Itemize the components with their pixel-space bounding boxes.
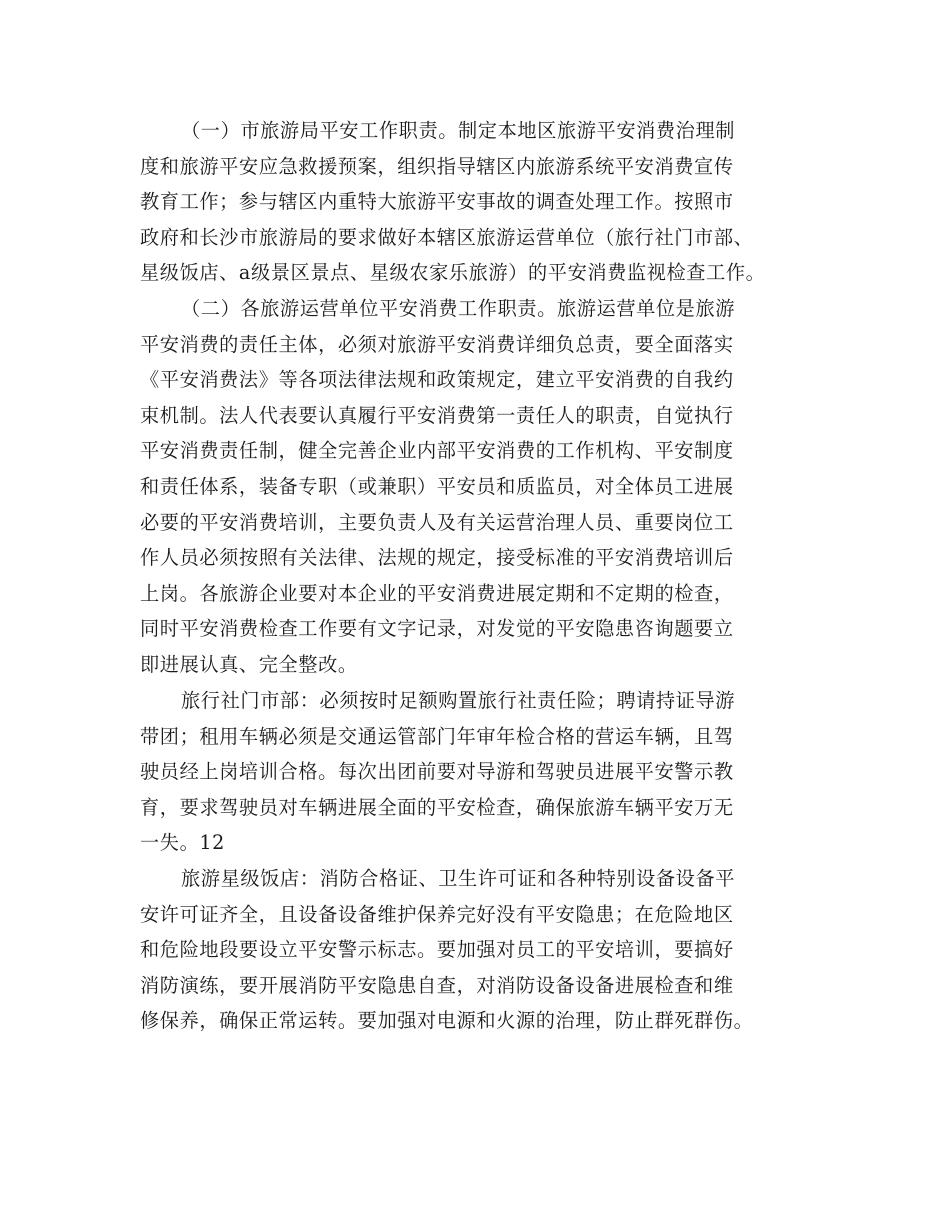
paragraph-operating-units-duties: [140, 291, 830, 683]
text-line: 一失。12: [140, 831, 225, 855]
text-line: 上岗。各旅游企业要对本企业的平安消费进展定期和不定期的检查，: [140, 581, 734, 605]
text-line: 和危险地段要设立平安警示标志。要加强对员工的平安培训，要搞好: [140, 938, 734, 962]
text-line: 束机制。法人代表要认真履行平安消费第一责任人的职责，自觉执行: [140, 403, 734, 427]
text-line: 育，要求驾驶员对车辆进展全面的平安检查，确保旅游车辆平安万无: [140, 795, 734, 819]
text-line: （一）市旅游局平安工作职责。制定本地区旅游平安消费治理制: [181, 119, 736, 142]
text-line: 星级饭店、a级景区景点、星级农家乐旅游）的平安消费监视检查工作。: [140, 261, 766, 285]
text-line: 和责任体系，装备专职（或兼职）平安员和质监员，对全体员工进展: [140, 474, 734, 498]
text-line: 作人员必须按照有关法律、法规的规定，接受标准的平安消费培训后: [140, 546, 734, 570]
text-line: 平安消费的责任主体，必须对旅游平安消费详细负总责，要全面落实: [140, 332, 734, 356]
text-line: 即进展认真、完全整改。: [140, 652, 358, 676]
text-line: 带团；租用车辆必须是交通运管部门年审年检合格的营运车辆，且驾: [140, 724, 734, 748]
text-line: 政府和长沙市旅游局的要求做好本辖区旅游运营单位（旅行社门市部、: [140, 225, 754, 249]
text-line: 修保养，确保正常运转。要加强对电源和火源的治理，防止群死群伤。: [140, 1009, 754, 1033]
text-line: 消防演练，要开展消防平安隐患自查，对消防设备设备进展检查和维: [140, 973, 734, 997]
paragraph-city-tourism-bureau-duties: [140, 113, 830, 291]
text-line: 教育工作；参与辖区内重特大旅游平安事故的调查处理工作。按照市: [140, 190, 734, 214]
text-line: 旅游星级饭店：消防合格证、卫生许可证和各种特别设备设备平: [181, 867, 736, 890]
text-line: 《平安消费法》等各项法律法规和政策规定，建立平安消费的自我约: [140, 368, 734, 392]
text-line: （二）各旅游运营单位平安消费工作职责。旅游运营单位是旅游: [181, 297, 736, 320]
text-line: 安许可证齐全，且设备设备维护保养完好没有平安隐患；在危险地区: [140, 902, 734, 926]
paragraph-travel-agency: [140, 683, 830, 861]
text-line: 驶员经上岗培训合格。每次出团前要对导游和驾驶员进展平安警示教: [140, 760, 734, 784]
paragraph-star-hotels: [140, 861, 830, 1039]
text-line: 同时平安消费检查工作要有文字记录，对发觉的平安隐患咨询题要立: [140, 617, 734, 641]
text-line: 旅行社门市部：必须按时足额购置旅行社责任险；聘请持证导游: [181, 689, 736, 712]
text-line: 必要的平安消费培训，主要负责人及有关运营治理人员、重要岗位工: [140, 510, 734, 534]
text-line: 平安消费责任制，健全完善企业内部平安消费的工作机构、平安制度: [140, 439, 734, 463]
text-line: 度和旅游平安应急救援预案，组织指导辖区内旅游系统平安消费宣传: [140, 154, 734, 178]
